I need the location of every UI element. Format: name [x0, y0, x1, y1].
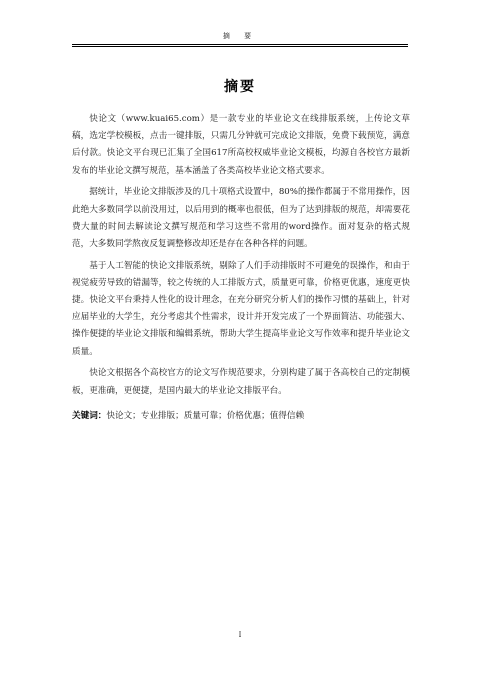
paragraph: 快论文根据各个高校官方的论文写作规范要求，分别构建了属于各高校自己的定制模板，更准确，更便捷，是国内最大的毕业论文排版平台。	[72, 368, 410, 396]
paragraph: 据统计，毕业论文排版涉及的几十项格式设置中，80%的操作都属于不常用操作，因此绝大多数同学以前没用过，以后用到的概率也很低，但为了达到排版的规范，却需要花费大量的时间去解读论文撰写规范和学习这些不常用的word操作。面对复杂的格式规范，大多数同学熬夜反复调整修改却还是存在各种各样的问题。	[72, 187, 410, 249]
keywords-text: 快论文；专业排版；质量可靠；价格优惠；值得信赖	[106, 410, 305, 421]
keywords-label: 关键词：	[72, 410, 107, 421]
paragraph: 基于人工智能的快论文排版系统，剔除了人们手动排版时不可避免的误操作，和由于视觉疲劳导致的错漏等，较之传统的人工排版方式，质量更可靠，价格更优惠，速度更快捷。快论文平台秉持人性化的设计理念，在充分研究分析人们的操作习惯的基础上，针对应届毕业的大学生，充分考虑其个性需求，设计并开发完成了一个界面简洁、功能强大、操作便捷的毕业论文排版和编辑系统，帮助大学生提高毕业论文写作效率和提升毕业论文质量。	[72, 260, 410, 357]
running-header: 摘 要	[222, 32, 258, 40]
page-title: 摘要	[224, 79, 256, 95]
paragraph: 快论文（www.kuai65.com）是一款专业的毕业论文在线排版系统，上传论文草稿，选定学校模板，点击一键排版，只需几分钟就可完成论文排版，免费下载预览，满意后付款。快论文平台现已汇集了全国617所高校权威毕业论文模板，均源自各校官方最新发布的毕业论文撰写规范，基本涵盖了各类高校毕业论文格式要求。	[72, 114, 410, 176]
keywords-line	[72, 408, 410, 425]
header-rule-thin	[72, 46, 408, 47]
header-rule	[72, 44, 408, 45]
abstract-body	[72, 111, 410, 425]
page-number: I	[238, 631, 242, 639]
